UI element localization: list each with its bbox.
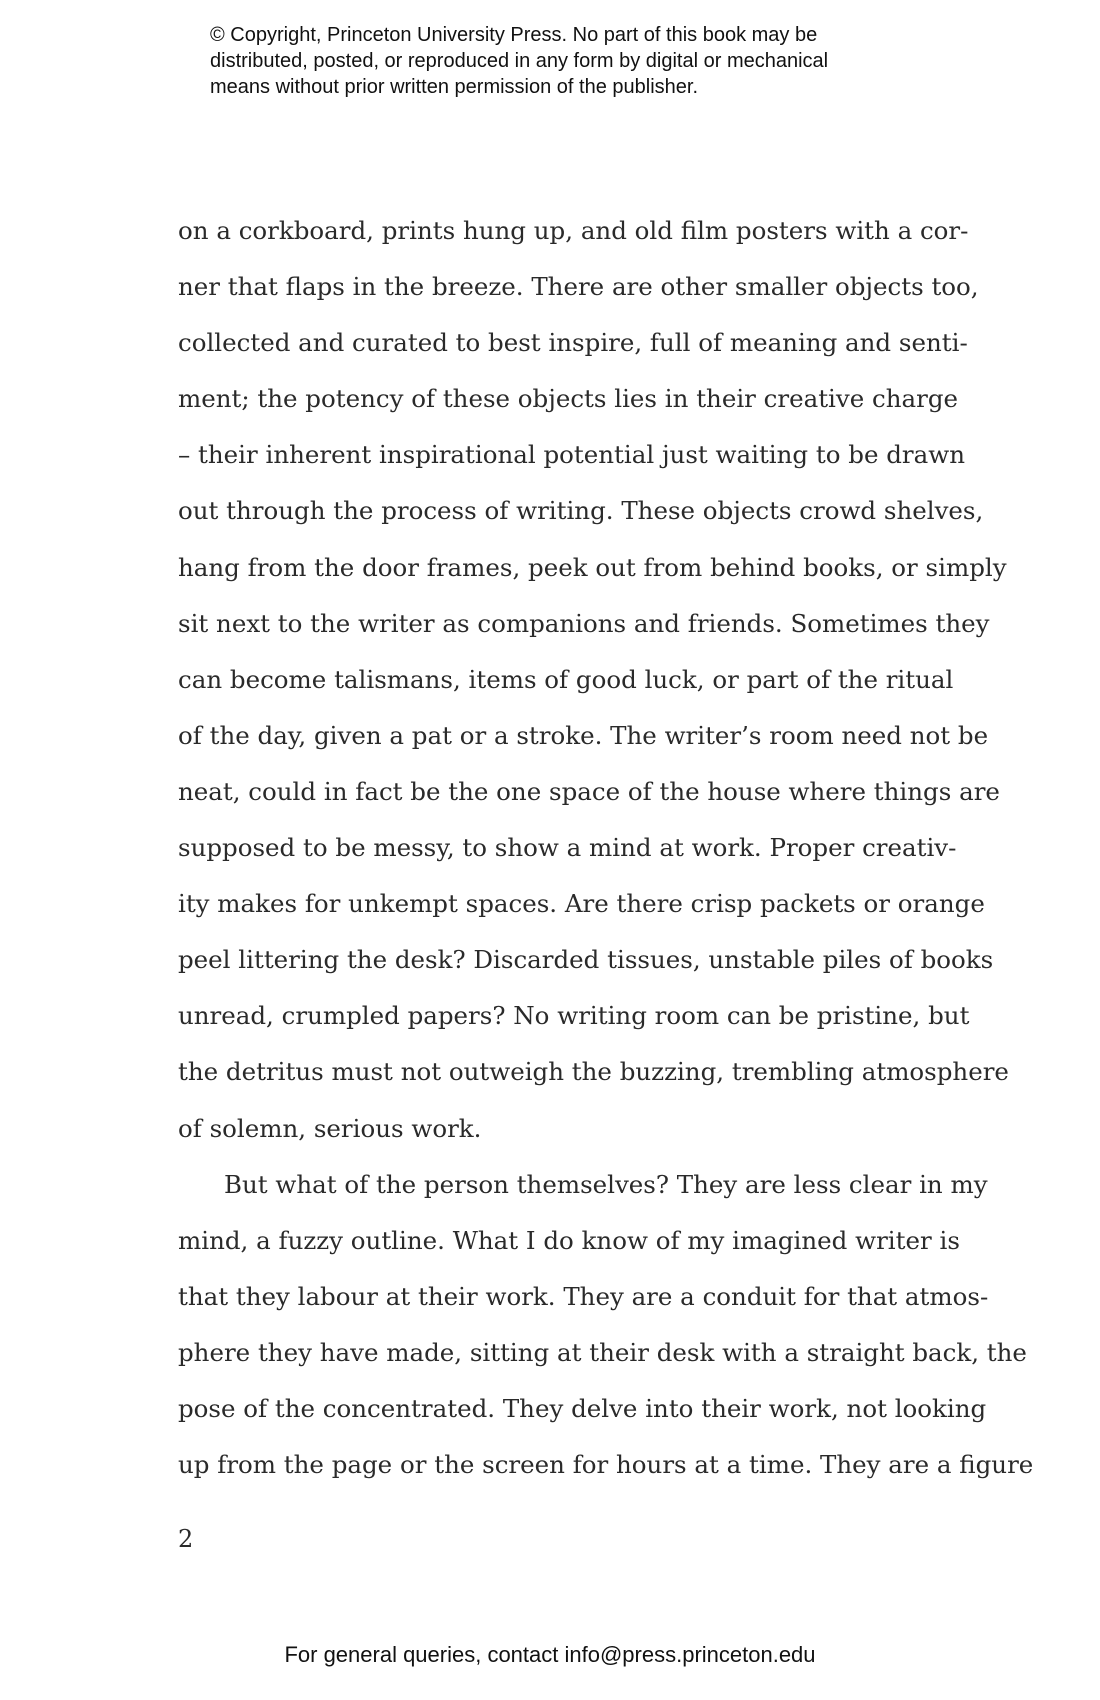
text-line: the detritus must not outweigh the buzzing, trembling atmosphere — [178, 1057, 1009, 1087]
body-text — [178, 210, 1034, 1500]
text-line: up from the page or the screen for hours at a time. They are a figure — [178, 1450, 1034, 1480]
page-number: 2 — [178, 1525, 194, 1553]
text-line: ity makes for unkempt spaces. Are there crisp packets or orange — [178, 889, 985, 919]
copyright-line: © Copyright, Princeton University Press. No part of this book may be — [210, 24, 818, 46]
footer-contact: For general queries, contact info@press.princeton.edu — [284, 1642, 816, 1667]
text-line: ner that flaps in the breeze. There are other smaller objects too, — [178, 272, 979, 302]
text-line: unread, crumpled papers? No writing room can be pristine, but — [178, 1001, 970, 1031]
text-line: peel littering the desk? Discarded tissues, unstable piles of books — [178, 945, 994, 975]
text-line: on a corkboard, prints hung up, and old film posters with a cor- — [178, 216, 969, 245]
text-line: neat, could in fact be the one space of the house where things are — [178, 776, 1000, 806]
text-line: out through the process of writing. These objects crowd shelves, — [178, 496, 984, 526]
text-line: pose of the concentrated. They delve into their work, not looking — [178, 1393, 987, 1423]
text-line: of the day, given a pat or a stroke. The writer’s room need not be — [178, 720, 989, 750]
copyright-line: means without prior written permission of the publisher. — [210, 76, 699, 98]
text-line: phere they have made, sitting at their desk with a straight back, the — [178, 1337, 1027, 1367]
text-line: supposed to be messy, to show a mind at work. Proper creativ- — [178, 833, 957, 863]
text-line: hang from the door frames, peek out from behind books, or simply — [178, 552, 1007, 582]
text-line: ment; the potency of these objects lies in their creative charge — [178, 384, 959, 414]
text-line: But what of the person themselves? They are less clear in my — [224, 1169, 988, 1199]
text-line: – their inherent inspirational potential just waiting to be drawn — [178, 440, 965, 470]
copyright-notice — [210, 22, 930, 100]
text-line: of solemn, serious work. — [178, 1113, 482, 1143]
text-line: that they labour at their work. They are a conduit for that atmos- — [178, 1281, 989, 1311]
text-line: can become talismans, items of good luck, or part of the ritual — [178, 664, 954, 694]
text-line: collected and curated to best inspire, full of meaning and senti- — [178, 328, 968, 358]
copyright-line: distributed, posted, or reproduced in any form by digital or mechanical — [210, 50, 829, 72]
text-line: mind, a fuzzy outline. What I do know of my imagined writer is — [178, 1225, 960, 1255]
text-line: sit next to the writer as companions and friends. Sometimes they — [178, 608, 990, 638]
